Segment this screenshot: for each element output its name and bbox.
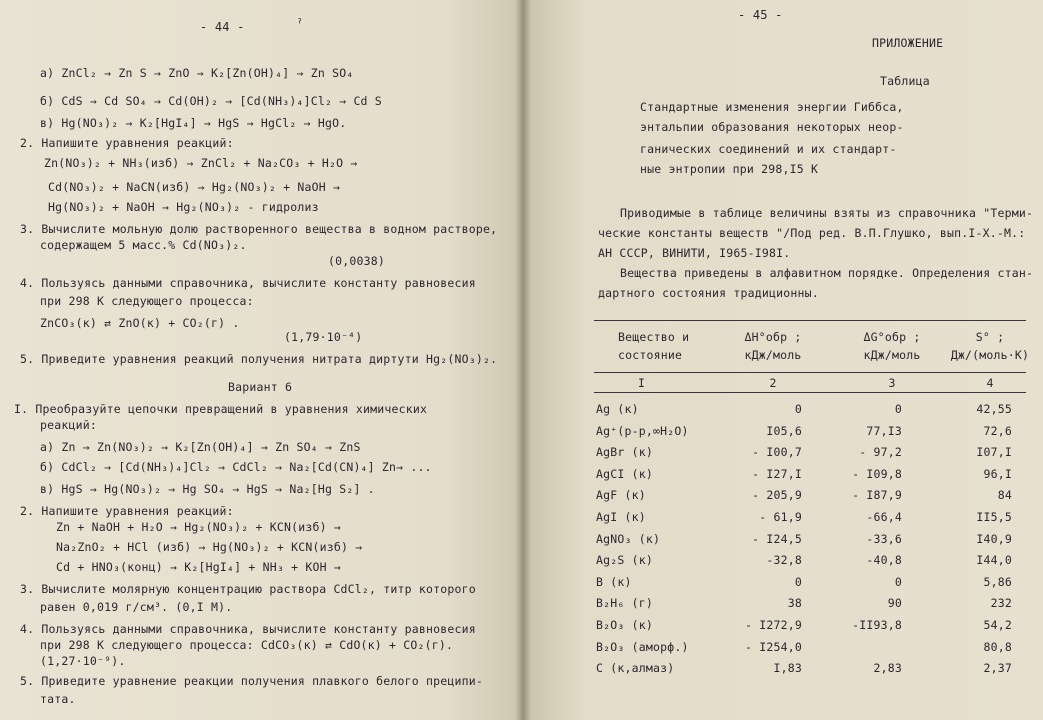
left-line-26: 3. Вычислите молярную концентрацию раствора CdCl₂, титр которого [20, 582, 476, 596]
table-cell-value: I,83 [773, 661, 802, 676]
table-cell-value: - I87,9 [852, 488, 902, 503]
table-cell-value: - I272,9 [745, 618, 802, 632]
table-cell-value: 80,8 [983, 639, 1012, 654]
left-line-6: Cd(NO₃)₂ + NaCN(изб) → Hg₂(NO₃)₂ + NaOH → [48, 180, 341, 194]
table-header-2-1: ΔH°обр ; [744, 330, 802, 344]
table-number-rule [594, 392, 1026, 393]
order-line-1: Вещества приведены в алфавитном порядке. Определения стан- [620, 266, 1034, 280]
table-cell-name: AgF (к) [596, 488, 646, 503]
table-cell-value: 0 [794, 574, 802, 589]
table-cell-name: B₂H₆ (г) [596, 596, 653, 611]
table-cell-value: 96,I [983, 466, 1012, 481]
table-cell-name: Ag (к) [596, 402, 639, 416]
caption-line-3: ганических соединений и их стандарт- [640, 142, 897, 156]
table-cell-value: - 97,2 [859, 445, 902, 460]
left-line-28: 4. Пользуясь данными справочника, вычислите константу равновесия [20, 622, 476, 636]
table-cell-name: Ag⁺(р-р,∞H₂O) [596, 423, 689, 438]
left-line-23: Zn + NaOH + H₂O → Hg₂(NO₃)₂ + KCN(изб) → [56, 520, 341, 534]
table-cell-value: 77,I3 [866, 423, 902, 438]
table-cell-name: AgI (к) [596, 510, 646, 524]
left-line-16: Вариант 6 [228, 380, 293, 394]
left-line-10: (0,0038) [328, 254, 385, 268]
table-header-3-1: ΔG°обр ; [863, 330, 921, 344]
table-cell-value: 232 [990, 596, 1012, 611]
page-number: - 44 - [200, 20, 245, 34]
table-cell-name: AgNO₃ (к) [596, 531, 661, 546]
table-col-number-2: 2 [769, 376, 777, 390]
table-cell-value: - I27,I [752, 466, 802, 481]
left-line-12: при 298 К следующего процесса: [40, 294, 254, 308]
left-line-13: ZnCO₃(к) ⇄ ZnO(к) + CO₂(г) . [40, 316, 240, 330]
caption-line-4: ные энтропии при 298,I5 К [640, 162, 819, 176]
table-cell-value: -33,6 [866, 531, 902, 546]
table-header-rule [594, 372, 1026, 373]
left-line-3: в) Hg(NO₃)₂ → K₂[HgI₄] → HgS → HgCl₂ → HgO. [40, 116, 347, 130]
appendix-title: ПРИЛОЖЕНИЕ [872, 36, 944, 50]
table-cell-value: - I24,5 [752, 531, 802, 546]
source-line-3: АН СССР, ВИНИТИ, I965-I98I. [598, 246, 791, 260]
table-cell-value: 2,83 [873, 661, 902, 676]
left-line-24: Na₂ZnO₂ + HCl (изб) → Hg(NO₃)₂ + KCN(изб) → [56, 540, 363, 554]
table-header-1-1: Вещество и [618, 330, 690, 344]
table-cell-value: - 61,9 [759, 510, 802, 524]
table-col-number-4: 4 [986, 376, 994, 390]
table-cell-value: 5,86 [983, 574, 1012, 589]
table-cell-name: B₂O₃ (к) [596, 618, 653, 632]
table-cell-name: AgBr (к) [596, 445, 653, 460]
table-header-4-2: Дж/(моль·К) [950, 348, 1030, 362]
left-line-30: (1,27·10⁻⁹). [40, 654, 126, 668]
table-cell-value: - 205,9 [752, 488, 802, 503]
left-line-31: 5. Приведите уравнение реакции получения плавкого белого преципи- [20, 674, 484, 688]
left-line-14: (1,79·10⁻⁴) [284, 330, 363, 344]
table-cell-value: II5,5 [976, 510, 1012, 524]
table-cell-value: 0 [794, 402, 802, 416]
left-line-11: 4. Пользуясь данными справочника, вычислите константу равновесия [20, 276, 476, 290]
caption-line-1: Стандартные изменения энергии Гиббса, [640, 100, 904, 114]
left-line-17: I. Преобразуйте цепочки превращений в уравнения химических [14, 402, 428, 416]
table-cell-value: 0 [894, 402, 902, 416]
page-number: - 45 - [738, 8, 783, 22]
table-cell-value: 54,2 [983, 618, 1012, 632]
left-line-1: а) ZnCl₂ → Zn S → ZnO → K₂[Zn(OH)₄] → Zn SO₄ [40, 66, 354, 80]
table-cell-name: B (к) [596, 574, 632, 589]
table-cell-value: -32,8 [766, 553, 802, 568]
table-cell-value: 84 [997, 488, 1012, 503]
left-line-32: тата. [40, 692, 76, 706]
table-cell-value: -II93,8 [852, 618, 902, 632]
table-cell-name: B₂O₃ (аморф.) [596, 639, 689, 654]
table-col-number-3: 3 [888, 376, 896, 390]
order-line-2: дартного состояния традиционны. [598, 286, 819, 300]
table-label: Таблица [880, 74, 930, 88]
right-page [522, 0, 1043, 720]
left-line-29: при 298 К следующего процесса: CdCO₃(к) ⇄ CdO(к) + CO₂(г). [40, 638, 454, 652]
table-cell-value: -40,8 [866, 553, 902, 568]
left-line-7: Hg(NO₃)₂ + NaOH → Hg₂(NO₃)₂ - гидролиз [48, 200, 319, 214]
left-line-9: содержащем 5 масс.% Cd(NO₃)₂. [40, 238, 247, 252]
table-cell-value: - I00,7 [752, 445, 802, 460]
table-cell-value: - I09,8 [852, 466, 902, 481]
table-col-number-1: I [638, 376, 646, 390]
margin-mark: ˀ [296, 18, 304, 32]
table-top-rule [594, 320, 1026, 321]
table-cell-value: 90 [887, 596, 902, 611]
source-line-1: Приводимые в таблице величины взяты из справочника "Терми- [620, 206, 1034, 220]
left-line-21: в) HgS → Hg(NO₃)₂ → Hg SO₄ → HgS → Na₂[Hg S₂] . [40, 482, 375, 496]
left-line-2: б) CdS → Cd SO₄ → Cd(OH)₂ → [Cd(NH₃)₄]Cl₂ → Cd S [40, 94, 382, 108]
left-line-20: б) CdCl₂ → [Cd(NH₃)₄]Cl₂ → CdCl₂ → Na₂[Cd(CN)₄] Zn→ ... [40, 460, 432, 474]
caption-line-2: энтальпии образования некоторых неор- [640, 120, 904, 134]
table-cell-name: Ag₂S (к) [596, 553, 653, 568]
table-cell-value: 42,55 [976, 402, 1012, 416]
table-cell-value: 38 [787, 596, 802, 611]
table-cell-value: 2,37 [983, 661, 1012, 676]
table-header-1-2: состояние [618, 348, 683, 362]
left-line-8: 3. Вычислите мольную долю растворенного вещества в водном растворе, [20, 222, 498, 236]
left-line-19: а) Zn → Zn(NO₃)₂ → K₂[Zn(OH)₄] → Zn SO₄ → ZnS [40, 440, 361, 454]
table-cell-value: 72,6 [983, 423, 1012, 438]
source-line-2: ческие константы веществ "/Под ред. В.П.Глушко, вып.I-X.-М.: [598, 226, 1026, 240]
left-line-18: реакций: [40, 418, 97, 432]
left-line-5: Zn(NO₃)₂ + NH₃(изб) → ZnCl₂ + Na₂CO₃ + H₂O → [44, 156, 358, 170]
table-cell-value: I40,9 [976, 531, 1012, 546]
table-header-4-1: S° ; [975, 330, 1005, 344]
table-header-2-2: кДж/моль [744, 348, 802, 362]
left-line-22: 2. Напишите уравнения реакций: [20, 504, 234, 518]
left-line-4: 2. Напишите уравнения реакций: [20, 136, 234, 150]
table-cell-value: I05,6 [766, 423, 802, 438]
left-line-27: равен 0,019 г/см³. (0,I M). [40, 600, 233, 614]
table-cell-name: C (к,алмаз) [596, 661, 675, 676]
table-cell-value: - I254,0 [745, 639, 802, 654]
table-cell-value: 0 [894, 574, 902, 589]
left-line-15: 5. Приведите уравнения реакций получения нитрата диртути Hg₂(NO₃)₂. [20, 352, 498, 366]
table-header-3-2: кДж/моль [863, 348, 921, 362]
table-cell-value: I07,I [976, 445, 1012, 460]
table-cell-value: -66,4 [866, 510, 902, 524]
left-line-25: Cd + HNO₃(конц) → K₂[HgI₄] + NH₃ + KOH → [56, 560, 341, 574]
table-cell-value: I44,0 [976, 553, 1012, 568]
table-cell-name: AgCI (к) [596, 466, 653, 481]
book-gutter [515, 0, 531, 720]
